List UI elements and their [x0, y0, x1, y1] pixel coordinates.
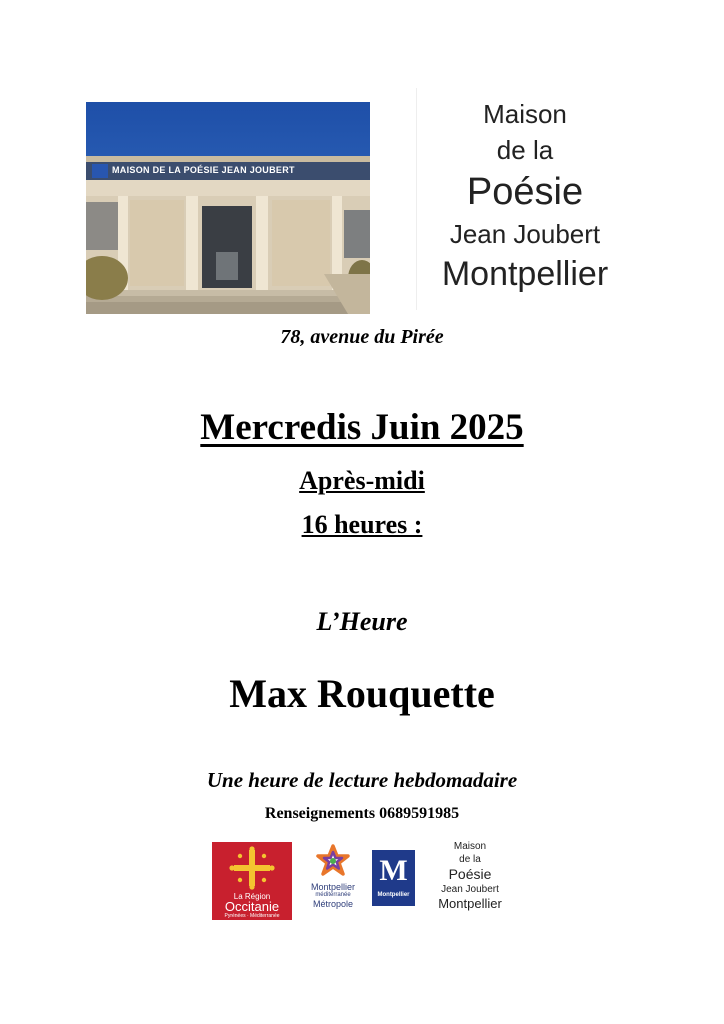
small-logo-line-montpellier: Montpellier: [438, 896, 502, 911]
occitanie-line-3: Pyrénées · Méditerranée: [224, 913, 280, 919]
occitanie-line-1: La Région: [233, 892, 271, 901]
metropole-line-3: Métropole: [312, 899, 354, 909]
event-description: Une heure de lecture hebdomadaire: [206, 768, 518, 792]
event-title: Max Rouquette: [229, 671, 495, 716]
photo-sign-text: MAISON DE LA POÉSIE JEAN JOUBERT: [112, 165, 295, 175]
logo-line-de-la: de la: [496, 135, 554, 165]
building-illustration: [86, 102, 370, 314]
event-period: Après-midi: [299, 466, 425, 495]
metropole-line-2: méditerranée: [315, 892, 351, 898]
event-date: Mercredis Juin 2025: [200, 407, 524, 448]
venue-address: 78, avenue du Pirée: [280, 326, 444, 348]
event-label: L’Heure: [316, 607, 408, 636]
logo-line-montpellier: Montpellier: [441, 255, 609, 293]
small-logo-line-poesie: Poésie: [448, 866, 492, 882]
small-logo-line-jean-joubert: Jean Joubert: [441, 884, 499, 895]
montpellier-m-letter: M: [379, 854, 408, 887]
metropole-star-icon: [315, 844, 351, 880]
maison-poesie-logo: [420, 96, 630, 296]
logo-line-poesie: Poésie: [466, 171, 584, 213]
small-logo-line-maison: Maison: [453, 841, 487, 852]
logo-divider: [416, 88, 417, 310]
maison-poesie-small-logo: [420, 840, 520, 912]
montpellier-caption: Montpellier: [377, 892, 410, 898]
metropole-line-1: Montpellier: [310, 882, 356, 892]
region-occitanie-logo: [212, 842, 292, 920]
montpellier-city-logo: [372, 850, 415, 906]
event-hour: 16 heures :: [301, 510, 423, 539]
contact-info: Renseignements 0689591985: [264, 805, 460, 822]
building-photo: [86, 102, 370, 314]
small-logo-line-de-la: de la: [459, 854, 481, 865]
occitan-cross-icon: [228, 846, 276, 890]
montpellier-metropole-logo: [300, 844, 366, 914]
occitanie-line-2: Occitanie: [224, 899, 280, 914]
logo-line-jean-joubert: Jean Joubert: [449, 219, 601, 249]
logo-line-maison: Maison: [483, 99, 567, 129]
